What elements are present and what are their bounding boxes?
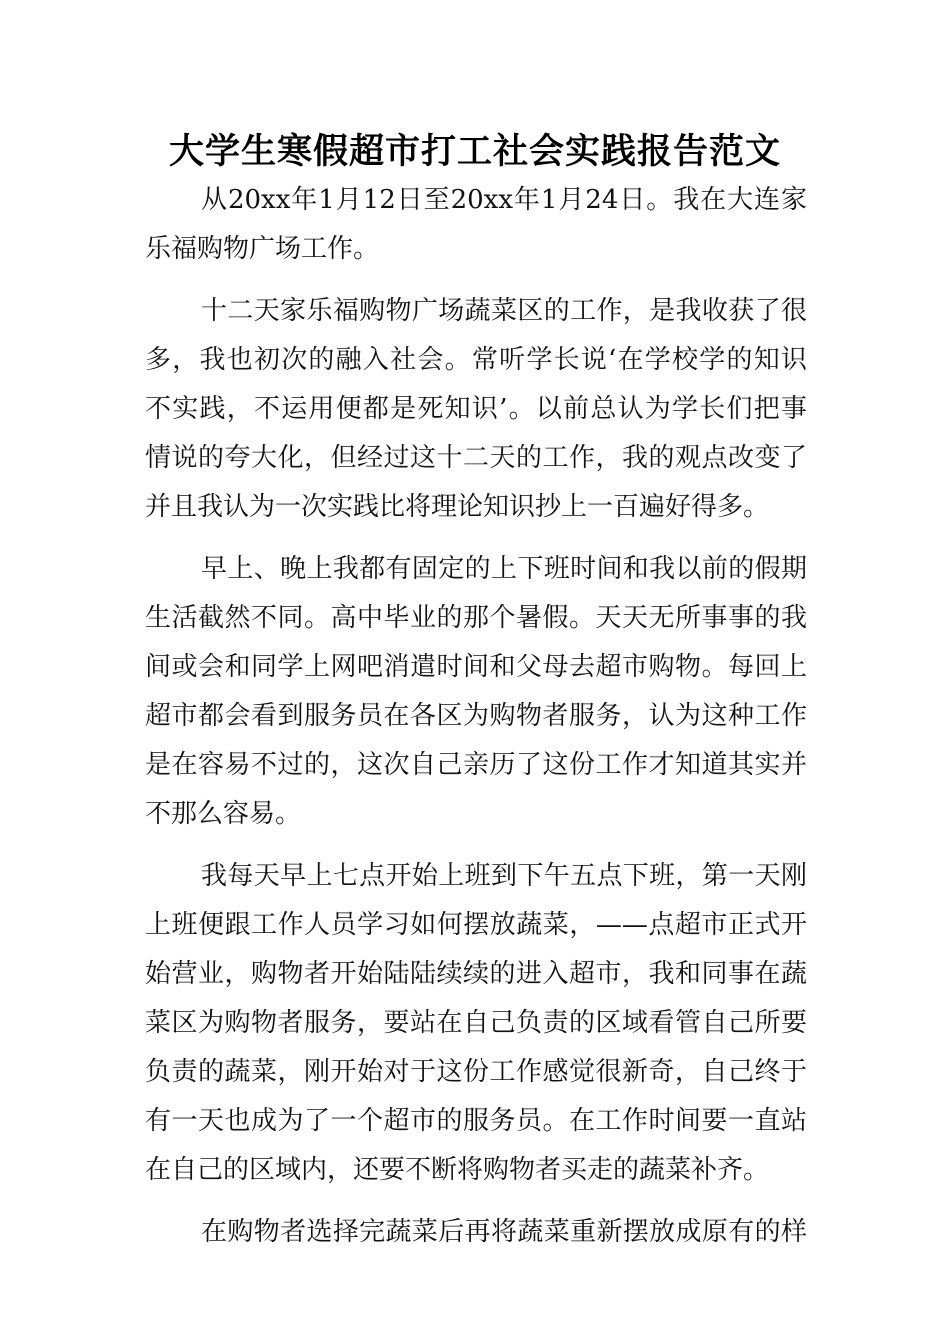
text-line: 情说的夸大化，但经过这十二天的工作，我的观点改变了	[145, 443, 807, 473]
text-line: 多，我也初次的融入社会。常听学长说‘在学校学的知识	[145, 345, 807, 375]
text-line: 不那么容易。	[145, 799, 302, 829]
text-line: 始营业，购物者开始陆陆续续的进入超市，我和同事在蔬	[145, 959, 807, 989]
text-line: 上班便跟工作人员学习如何摆放蔬菜，——点超市正式开	[145, 910, 807, 940]
text-line: 在自己的区域内，还要不断将购物者买走的蔬菜补齐。	[145, 1155, 770, 1185]
text-line: 生活截然不同。高中毕业的那个暑假。天天无所事事的我	[145, 603, 807, 633]
text-line: 超市都会看到服务员在各区为购物者服务，认为这种工作	[145, 701, 807, 731]
text-line: 不实践，不运用便都是死知识’。以前总认为学长们把事	[145, 394, 807, 424]
text-line: 从20xx年1月12日至20xx年1月24日。我在大连家	[201, 185, 807, 215]
text-line: 间或会和同学上网吧消遣时间和父母去超市购物。每回上	[145, 652, 807, 682]
text-line: 我每天早上七点开始上班到下午五点下班，第一天刚	[201, 861, 807, 891]
text-line: 负责的蔬菜，刚开始对于这份工作感觉很新奇，自己终于	[145, 1057, 807, 1087]
text-line: 乐福购物广场工作。	[145, 234, 380, 264]
text-line: 有一天也成为了一个超市的服务员。在工作时间要一直站	[145, 1106, 807, 1136]
text-line: 是在容易不过的，这次自己亲历了这份工作才知道其实并	[145, 750, 807, 780]
paragraph-3	[145, 545, 807, 839]
text-line: 在购物者选择完蔬菜后再将蔬菜重新摆放成原有的样	[201, 1217, 807, 1247]
text-line: 并且我认为一次实践比将理论知识抄上一百遍好得多。	[145, 492, 770, 522]
document-body	[145, 176, 807, 1257]
paragraph-1	[145, 176, 807, 274]
paragraph-5	[145, 1208, 807, 1257]
text-line: 十二天家乐福购物广场蔬菜区的工作，是我收获了很	[201, 296, 807, 326]
paragraph-2	[145, 287, 807, 532]
paragraph-4	[145, 852, 807, 1195]
text-line: 早上、晚上我都有固定的上下班时间和我以前的假期	[201, 554, 807, 584]
text-line: 菜区为购物者服务，要站在自己负责的区域看管自己所要	[145, 1008, 807, 1038]
document-title: 大学生寒假超市打工社会实践报告范文	[168, 132, 781, 172]
